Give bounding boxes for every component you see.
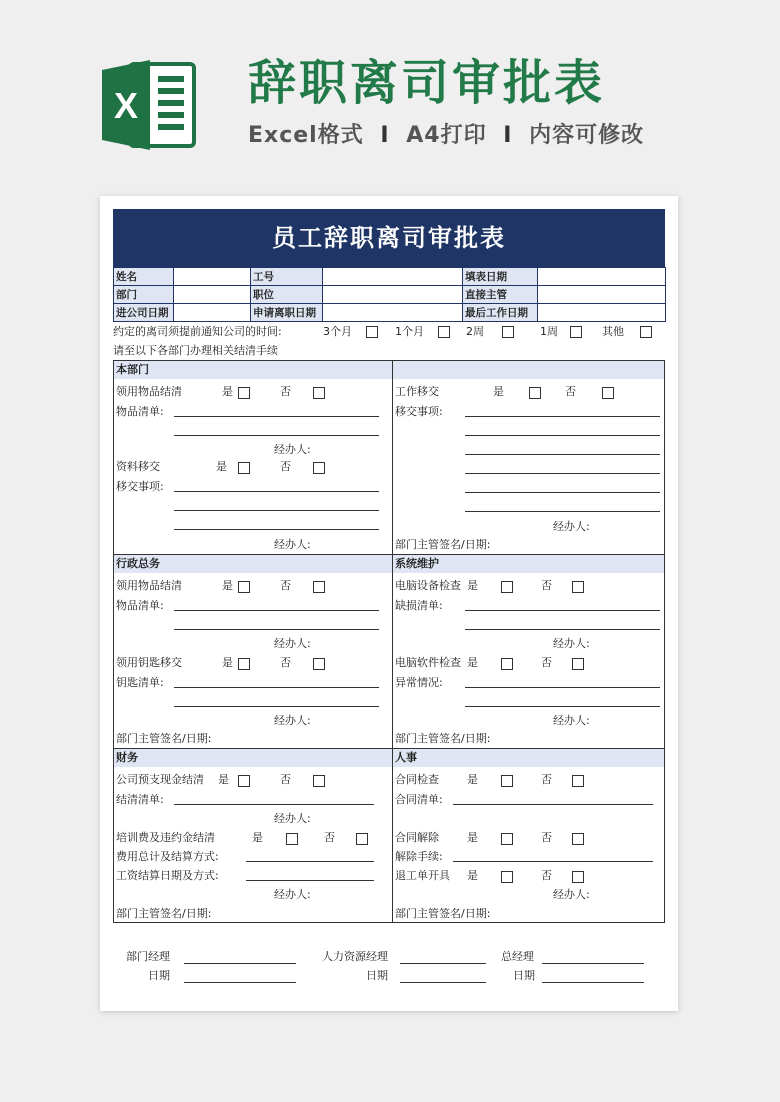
fill-line[interactable] (174, 610, 379, 611)
fill-line[interactable] (465, 473, 660, 474)
checkbox-no[interactable] (313, 462, 325, 474)
general-manager-date-line[interactable] (542, 982, 644, 983)
item-label: 公司预支现金结清 (116, 773, 204, 786)
fill-line[interactable] (465, 687, 660, 688)
handler-label: 经办人: (274, 637, 311, 650)
fill-date-field[interactable] (538, 268, 666, 286)
no-label: 否 (541, 869, 552, 882)
yes-label: 是 (218, 773, 229, 786)
list-label: 工资结算日期及方式: (116, 869, 219, 882)
employee-info-table (113, 267, 666, 322)
checkbox-yes[interactable] (501, 581, 513, 593)
checkbox-3-months[interactable] (366, 326, 378, 338)
join-date-field[interactable] (174, 304, 251, 322)
checkbox-1-month[interactable] (438, 326, 450, 338)
option-1-week: 1周 (540, 325, 558, 338)
section-header: 人事 (393, 749, 664, 767)
fill-line[interactable] (465, 511, 660, 512)
hr-manager-sign-line[interactable] (400, 963, 486, 964)
item-label: 退工单开具 (395, 869, 450, 882)
checkbox-no[interactable] (602, 387, 614, 399)
yes-label: 是 (467, 656, 478, 669)
section-header: 系统维护 (393, 555, 664, 573)
section-header: 本部门 (114, 361, 392, 379)
option-other: 其他 (602, 325, 624, 338)
fill-line[interactable] (465, 610, 660, 611)
label-employee-id: 工号 (251, 268, 323, 286)
banner-subtitle (248, 118, 688, 149)
list-label: 费用总计及结算方式: (116, 850, 219, 863)
checkbox-yes[interactable] (501, 658, 513, 670)
yes-label: 是 (222, 656, 233, 669)
dept-sign-label: 部门主管签名/日期: (116, 732, 212, 745)
label-resign-apply-date: 申请离职日期 (251, 304, 323, 322)
fill-line[interactable] (465, 416, 660, 417)
hr-manager-label: 人力资源经理 (322, 950, 388, 963)
fill-line[interactable] (246, 861, 374, 862)
option-3-months: 3个月 (323, 325, 352, 338)
label-department: 部门 (114, 286, 174, 304)
supervisor-field[interactable] (538, 286, 666, 304)
handler-label: 经办人: (274, 443, 311, 456)
checkbox-no[interactable] (572, 871, 584, 883)
clearance-row-finance-hr (114, 749, 664, 922)
last-work-date-field[interactable] (538, 304, 666, 322)
date-label: 日期 (366, 969, 388, 982)
section-own-dept-handover (393, 361, 664, 554)
checkbox-no[interactable] (572, 775, 584, 787)
no-label: 否 (280, 773, 291, 786)
section-hr (393, 749, 664, 922)
fill-line[interactable] (465, 435, 660, 436)
label-position: 职位 (251, 286, 323, 304)
dept-sign-label: 部门主管签名/日期: (395, 732, 491, 745)
fill-line[interactable] (465, 629, 660, 630)
list-label: 物品清单: (116, 405, 164, 418)
yes-label: 是 (467, 831, 478, 844)
yes-label: 是 (222, 385, 233, 398)
no-label: 否 (541, 656, 552, 669)
list-label: 移交事项: (116, 480, 164, 493)
section-header: 财务 (114, 749, 392, 767)
fill-line[interactable] (174, 491, 379, 492)
checkbox-yes[interactable] (501, 833, 513, 845)
form-sheet (100, 196, 678, 1011)
general-manager-sign-line[interactable] (542, 963, 644, 964)
handler-label: 经办人: (274, 888, 311, 901)
checkbox-2-weeks[interactable] (502, 326, 514, 338)
handler-label: 经办人: (274, 538, 311, 551)
checkbox-yes[interactable] (501, 871, 513, 883)
list-label: 结清清单: (116, 793, 164, 806)
list-label: 物品清单: (116, 599, 164, 612)
instruction-text: 请至以下各部门办理相关结清手续 (113, 344, 278, 357)
form-title: 员工辞职离司审批表 (113, 209, 665, 267)
fill-line[interactable] (174, 435, 379, 436)
section-finance (114, 749, 393, 922)
instruction-row (113, 341, 665, 360)
fill-line[interactable] (453, 861, 653, 862)
checkbox-yes[interactable] (286, 833, 298, 845)
table-row (114, 304, 666, 322)
checkbox-yes[interactable] (238, 658, 250, 670)
notice-period-row (113, 322, 665, 341)
item-label: 领用物品结清 (116, 385, 182, 398)
handler-label: 经办人: (274, 714, 311, 727)
subtitle-print: A4打印 (406, 123, 487, 148)
name-field[interactable] (174, 268, 251, 286)
checkbox-yes[interactable] (238, 387, 250, 399)
dept-sign-label: 部门主管签名/日期: (395, 538, 491, 551)
fill-line[interactable] (174, 416, 379, 417)
employee-id-field[interactable] (323, 268, 463, 286)
item-label: 电脑软件检查 (395, 656, 461, 669)
section-header: 行政总务 (114, 555, 392, 573)
list-label: 解除手续: (395, 850, 443, 863)
date-label: 日期 (148, 969, 170, 982)
label-fill-date: 填表日期 (463, 268, 538, 286)
handler-label: 经办人: (553, 888, 590, 901)
no-label: 否 (280, 385, 291, 398)
fill-line[interactable] (174, 629, 379, 630)
subtitle-editable: 内容可修改 (529, 123, 645, 148)
checkbox-other[interactable] (640, 326, 652, 338)
checkbox-yes[interactable] (529, 387, 541, 399)
yes-label: 是 (493, 385, 504, 398)
resignation-form (113, 209, 665, 923)
checkbox-yes[interactable] (238, 462, 250, 474)
position-field[interactable] (323, 286, 463, 304)
handler-label: 经办人: (274, 812, 311, 825)
label-last-work-date: 最后工作日期 (463, 304, 538, 322)
notice-label: 约定的离司须提前通知公司的时间: (113, 325, 282, 338)
handler-label: 经办人: (553, 520, 590, 533)
subtitle-format: Excel格式 (248, 123, 364, 148)
section-admin (114, 555, 393, 748)
item-label: 电脑设备检查 (395, 579, 461, 592)
section-it (393, 555, 664, 748)
checkbox-yes[interactable] (501, 775, 513, 787)
table-row (114, 286, 666, 304)
fill-line[interactable] (174, 706, 379, 707)
yes-label: 是 (467, 869, 478, 882)
date-label: 日期 (513, 969, 535, 982)
no-label: 否 (280, 460, 291, 473)
no-label: 否 (324, 831, 335, 844)
option-2-weeks: 2周 (466, 325, 484, 338)
checkbox-no[interactable] (313, 581, 325, 593)
subtitle-separator: I (503, 123, 513, 148)
no-label: 否 (541, 773, 552, 786)
dept-sign-label: 部门主管签名/日期: (395, 907, 491, 920)
dept-sign-label: 部门主管签名/日期: (116, 907, 212, 920)
list-label: 移交事项: (395, 405, 443, 418)
label-name: 姓名 (114, 268, 174, 286)
fill-line[interactable] (465, 492, 660, 493)
section-own-dept (114, 361, 393, 554)
general-manager-label: 总经理 (501, 950, 534, 963)
checkbox-no[interactable] (572, 658, 584, 670)
handler-label: 经办人: (553, 637, 590, 650)
dept-manager-date-line[interactable] (184, 982, 296, 983)
dept-manager-label: 部门经理 (126, 950, 170, 963)
fill-line[interactable] (246, 880, 374, 881)
fill-line[interactable] (174, 687, 379, 688)
item-label: 合同解除 (395, 831, 439, 844)
item-label: 培训费及违约金结清 (116, 831, 215, 844)
no-label: 否 (280, 579, 291, 592)
checkbox-no[interactable] (572, 581, 584, 593)
fill-line[interactable] (465, 706, 660, 707)
yes-label: 是 (222, 579, 233, 592)
excel-logo-icon (100, 56, 198, 152)
no-label: 否 (565, 385, 576, 398)
yes-label: 是 (467, 579, 478, 592)
item-label: 领用物品结清 (116, 579, 182, 592)
section-header (393, 361, 664, 379)
no-label: 否 (280, 656, 291, 669)
list-label: 合同清单: (395, 793, 443, 806)
item-label: 合同检查 (395, 773, 439, 786)
yes-label: 是 (467, 773, 478, 786)
handler-label: 经办人: (553, 714, 590, 727)
fill-line[interactable] (174, 510, 379, 511)
checkbox-1-week[interactable] (570, 326, 582, 338)
department-field[interactable] (174, 286, 251, 304)
checkbox-no[interactable] (313, 775, 325, 787)
fill-line[interactable] (174, 804, 374, 805)
resign-apply-date-field[interactable] (323, 304, 463, 322)
clearance-row-admin-it (114, 555, 664, 749)
dept-manager-sign-line[interactable] (184, 963, 296, 964)
yes-label: 是 (252, 831, 263, 844)
hr-manager-date-line[interactable] (400, 982, 486, 983)
checkbox-no[interactable] (572, 833, 584, 845)
list-label: 缺损清单: (395, 599, 443, 612)
no-label: 否 (541, 579, 552, 592)
excel-logo-letter: X (113, 85, 139, 126)
banner-title: 辞职离司审批表 (248, 55, 606, 111)
label-join-date: 进公司日期 (114, 304, 174, 322)
option-1-month: 1个月 (395, 325, 424, 338)
fill-line[interactable] (453, 804, 653, 805)
yes-label: 是 (216, 460, 227, 473)
checkbox-yes[interactable] (238, 581, 250, 593)
item-label: 工作移交 (395, 385, 439, 398)
label-supervisor: 直接主管 (463, 286, 538, 304)
no-label: 否 (541, 831, 552, 844)
list-label: 钥匙清单: (116, 676, 164, 689)
checkbox-no[interactable] (313, 387, 325, 399)
item-label: 领用钥匙移交 (116, 656, 182, 669)
table-row (114, 268, 666, 286)
checkbox-yes[interactable] (238, 775, 250, 787)
checkbox-no[interactable] (313, 658, 325, 670)
clearance-grid (113, 360, 665, 923)
item-label: 资料移交 (116, 460, 160, 473)
fill-line[interactable] (465, 454, 660, 455)
list-label: 异常情况: (395, 676, 443, 689)
checkbox-no[interactable] (356, 833, 368, 845)
subtitle-separator: I (380, 123, 390, 148)
clearance-row-own-dept (114, 361, 664, 555)
fill-line[interactable] (174, 529, 379, 530)
